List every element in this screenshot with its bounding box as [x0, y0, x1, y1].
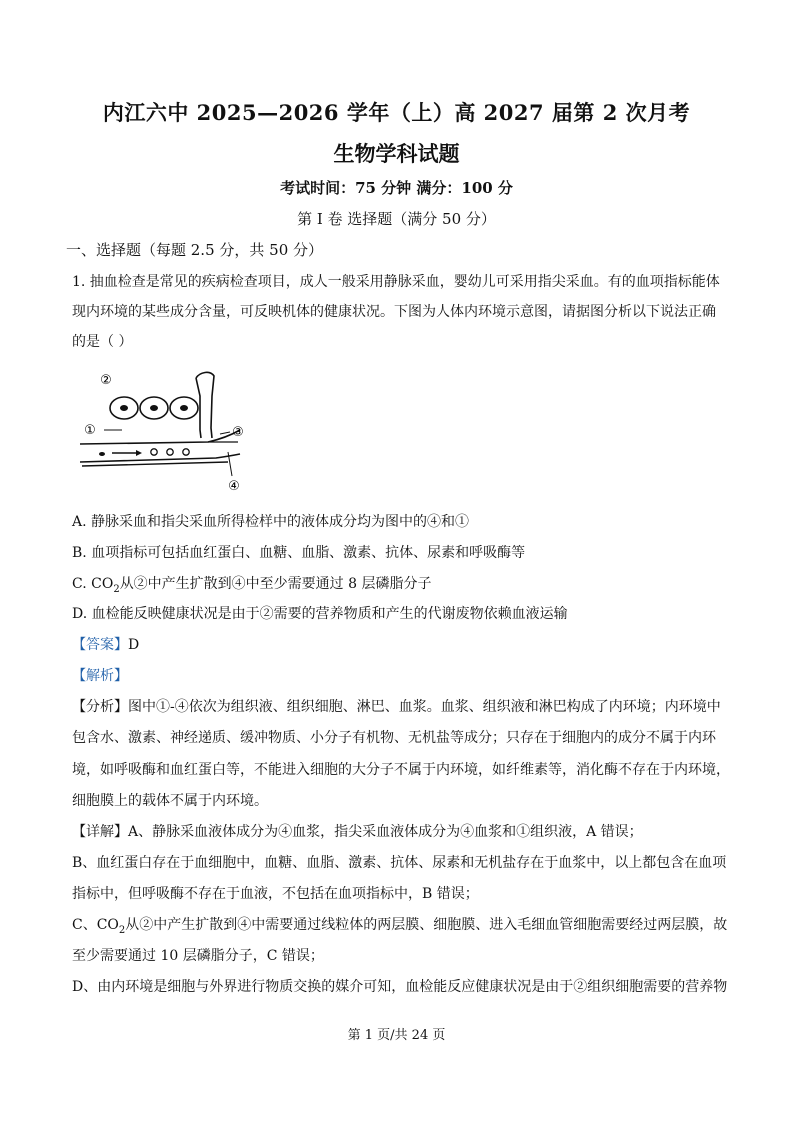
- analysis-label: 【解析】: [72, 668, 128, 684]
- detail-c-line-2: 至少需要通过 10 层磷脂分子，C 错误；: [72, 948, 324, 964]
- option-b: B. 血项指标可包括血红蛋白、血糖、血脂、激素、抗体、尿素和呼吸酶等: [72, 545, 526, 561]
- subject-title: 生物学科试题: [333, 141, 460, 166]
- analysis-line-2: 包含水、激素、神经递质、缓冲物质、小分子有机物、无机盐等成分；只存在于细胞内的成分不属于内环: [72, 730, 716, 746]
- question-stem-line-2: 现内环境的某些成分含量，可反映机体的健康状况。下图为人体内环境示意图，请据图分析以下说法正确: [72, 304, 716, 320]
- exam-title: 内江六中 2025—2026 学年（上）高 2027 届第 2 次月考: [102, 100, 691, 125]
- detail-c-line-1: C、$CO_2$从②中产生扩散到④中需要通过线粒体的两层膜、细胞膜、进入毛细血管细胞需要经过两层膜，故: [72, 917, 728, 936]
- option-c: C. $CO_2$从②中产生扩散到④中至少需要通过 8 层磷脂分子: [72, 576, 432, 595]
- question-stem-line-3: 的是（ ）: [72, 334, 133, 350]
- detail-b-line-1: B、血红蛋白存在于血细胞中，血糖、血脂、激素、抗体、尿素和无机盐存在于血浆中，以上都包含在血项: [72, 855, 727, 871]
- answer-value: D: [128, 637, 140, 653]
- volume-heading: 第 I 卷 选择题（满分 50 分）: [297, 210, 496, 228]
- option-d: D. 血检能反映健康状况是由于②需要的营养物质和产生的代谢废物依赖血液运输: [72, 606, 568, 622]
- fenxi-label: 【分析】: [72, 699, 128, 715]
- analysis-line-3: 境，如呼吸酶和血红蛋白等，不能进入细胞的大分子不属于内环境，如纤维素等，消化酶不存在于内环境，: [72, 762, 730, 778]
- analysis-line-4: 细胞膜上的载体不属于内环境。: [72, 793, 268, 809]
- internal-environment-figure: [78, 366, 250, 494]
- lymph-vessel: [196, 372, 214, 438]
- label-4: ④: [228, 479, 240, 494]
- xiangjie-label: 【详解】: [72, 824, 128, 840]
- label-1: ①: [84, 423, 96, 438]
- page-footer: 第 1 页/共 24 页: [347, 1028, 446, 1043]
- detail-d-line-1: D、由内环境是细胞与外界进行物质交换的媒介可知，血检能反应健康状况是由于②组织细胞需要的营养物: [72, 979, 728, 995]
- option-a: A. 静脉采血和指尖采血所得检样中的液体成分均为图中的④和①: [72, 514, 470, 530]
- exam-info: 考试时间：75 分钟 满分：100 分: [280, 179, 513, 197]
- answer-line: [72, 635, 139, 655]
- analysis-line-1: 【分析】图中①-④依次为组织液、组织细胞、淋巴、血浆。血浆、组织液和淋巴构成了内环境；内环境中: [72, 699, 721, 715]
- detail-b-line-2: 指标中，但呼吸酶不存在于血液，不包括在血项指标中，B 错误；: [72, 886, 479, 902]
- detail-a: 【详解】A、静脉采血液体成分为④血浆，指尖采血液体成分为④血浆和①组织液，A 错误；: [72, 824, 643, 840]
- section-heading: 一、选择题（每题 2.5 分，共 50 分）: [66, 241, 324, 259]
- answer-label: 【答案】: [72, 637, 128, 653]
- question-stem-line-1: 1. 抽血检查是常见的疾病检查项目，成人一般采用静脉采血，婴幼儿可采用指尖采血。有的血项指标能体: [72, 274, 720, 290]
- label-3: ③: [232, 425, 244, 440]
- label-2: ②: [100, 373, 112, 388]
